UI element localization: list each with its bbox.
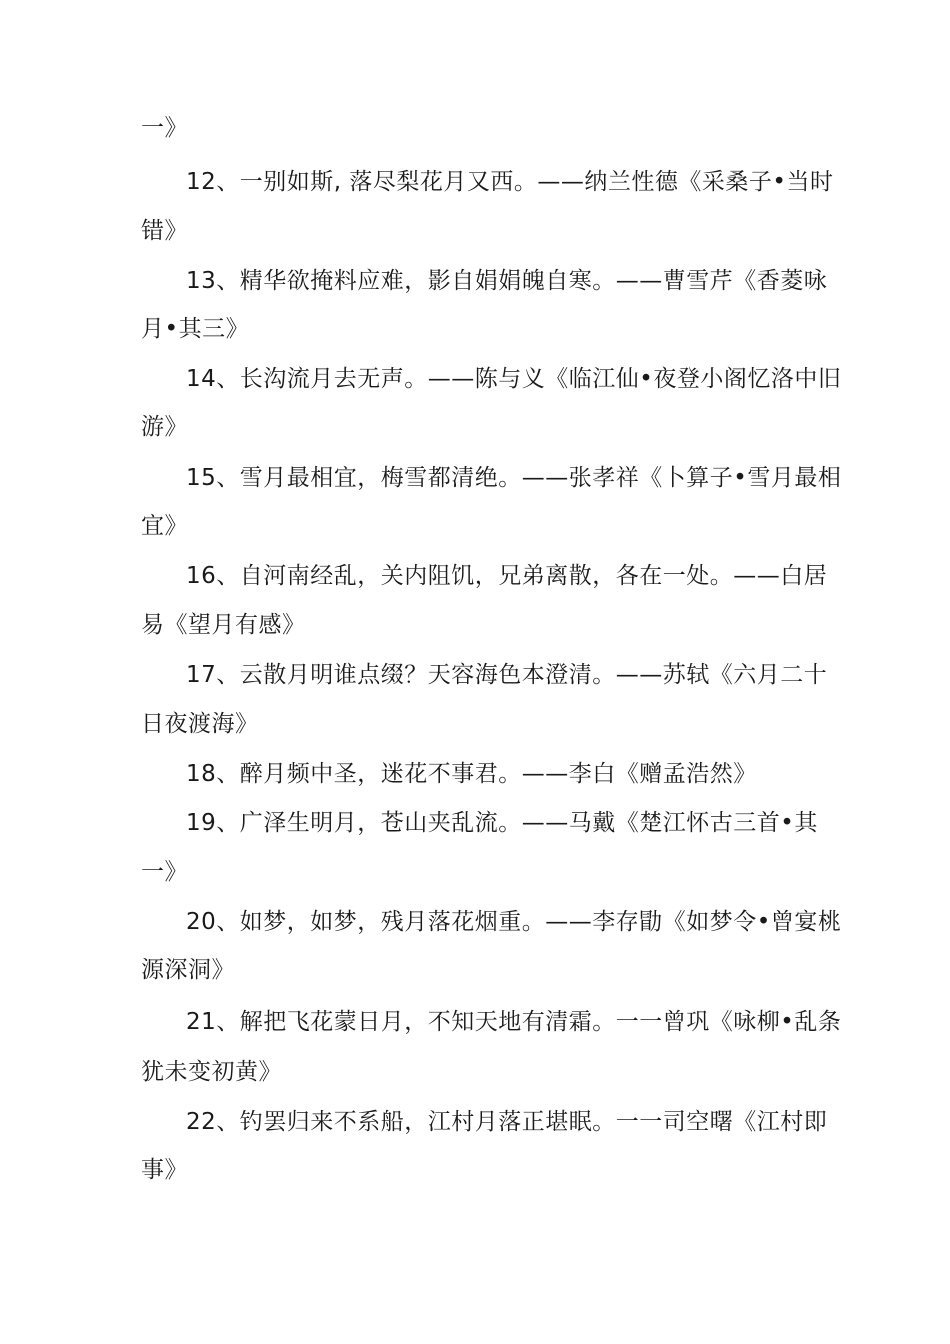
text-line: 宜》 — [141, 513, 188, 539]
text-line: 17、云散月明谁点缀？天容海色本澄清。——苏轼《六月二十 — [186, 662, 828, 688]
text-line: 一》 — [141, 115, 188, 141]
text-line: 易《望月有感》 — [141, 612, 306, 638]
text-line: 事》 — [141, 1157, 188, 1183]
text-line: 12、一别如斯, 落尽梨花月又西。——纳兰性德《采桑子•当时 — [186, 169, 834, 195]
text-line: 13、精华欲掩料应难，影自娟娟魄自寒。——曹雪芹《香菱咏 — [186, 268, 828, 294]
text-line: 18、醉月频中圣，迷花不事君。——李白《赠孟浩然》 — [186, 761, 757, 787]
text-line: 22、钓罢归来不系船，江村月落正堪眠。一一司空曙《江村即 — [186, 1109, 828, 1135]
text-line: 20、如梦，如梦，残月落花烟重。——李存勖《如梦令•曾宴桃 — [186, 909, 842, 935]
text-line: 月•其三》 — [141, 316, 250, 342]
text-line: 错》 — [141, 218, 188, 244]
text-line: 19、广泽生明月，苍山夹乱流。——马戴《楚江怀古三首•其 — [186, 810, 818, 836]
text-line: 犹未变初黄》 — [141, 1059, 282, 1085]
text-line: 16、自河南经乱，关内阻饥，兄弟离散，各在一处。——白居 — [186, 563, 828, 589]
text-line: 15、雪月最相宜，梅雪都清绝。——张孝祥《卜算子•雪月最相 — [186, 465, 842, 491]
text-line: 一》 — [141, 859, 188, 885]
text-line: 日夜渡海》 — [141, 711, 259, 737]
text-line: 游》 — [141, 414, 188, 440]
text-line: 源深洞》 — [141, 957, 235, 983]
text-line: 21、解把飞花蒙日月，不知天地有清霜。一一曾巩《咏柳•乱条 — [186, 1009, 842, 1035]
text-line: 14、长沟流月去无声。——陈与义《临江仙•夜登小阁忆洛中旧 — [186, 366, 842, 392]
